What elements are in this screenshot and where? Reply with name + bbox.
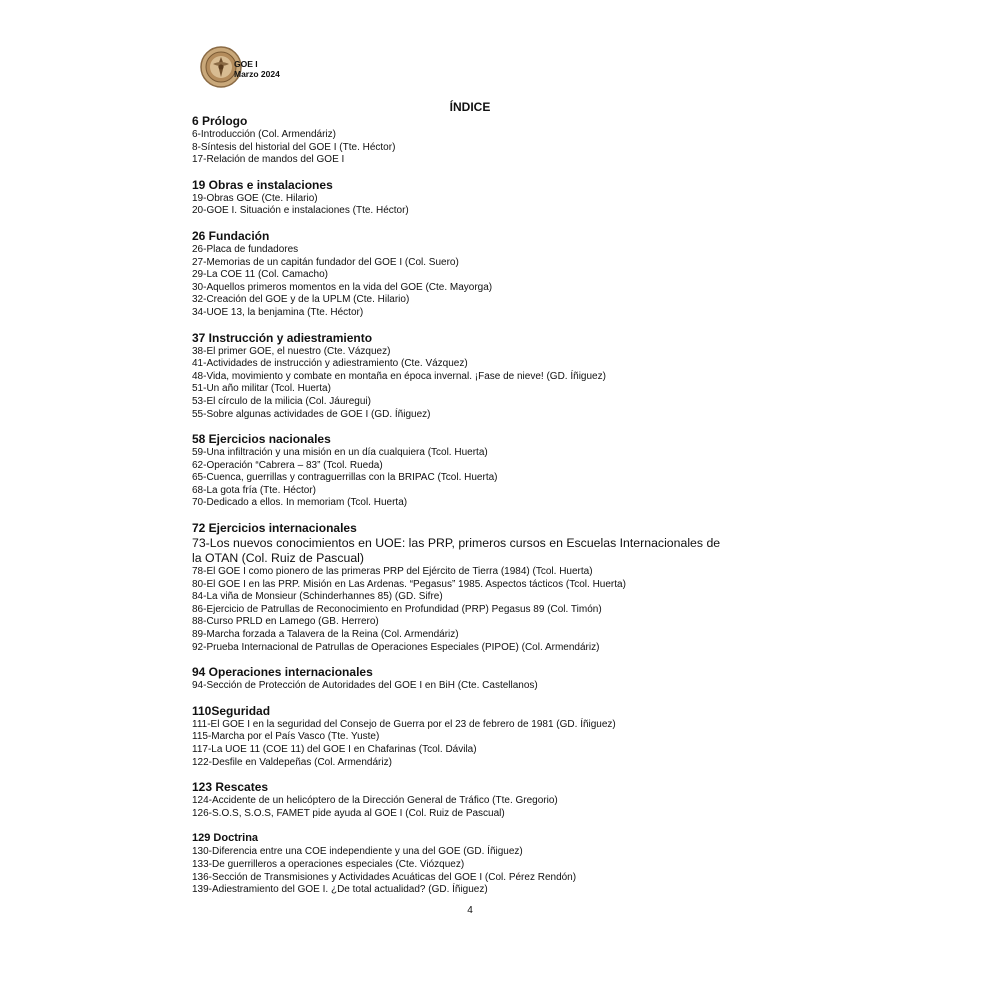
- section-instruccion: [192, 331, 752, 422]
- index-entry: 88-Curso PRLD en Lamego (GB. Herrero): [192, 616, 379, 628]
- section-fundacion: [192, 229, 752, 320]
- index-entry: 92-Prueba Internacional de Patrullas de Operaciones Especiales (PIPOE) (Col. Armendáriz): [192, 641, 600, 653]
- section-heading: 6 Prólogo: [192, 114, 248, 128]
- index-entry: 55-Sobre algunas actividades de GOE I (GD. Íñiguez): [192, 408, 431, 420]
- index-entry: 48-Vida, movimiento y combate en montaña en época invernal. ¡Fase de nieve! (GD. Íñiguez): [192, 370, 606, 382]
- section-heading: 94 Operaciones internacionales: [192, 665, 373, 680]
- index-entry: 111-El GOE I en la seguridad del Consejo de Guerra por el 23 de febrero de 1981 (GD. Íñiguez): [192, 718, 616, 730]
- index-entry: 124-Accidente de un helicóptero de la Dirección General de Tráfico (Tte. Gregorio): [192, 795, 558, 807]
- index-entry: 59-Una infiltración y una misión en un día cualquiera (Tcol. Huerta): [192, 447, 488, 459]
- index-entry: 136-Sección de Transmisiones y Actividades Acuáticas del GOE I (Col. Pérez Rendón): [192, 871, 577, 883]
- section-rescates: [192, 780, 752, 820]
- index-entry: 89-Marcha forzada a Talavera de la Reina (Col. Armendáriz): [192, 629, 459, 641]
- index-entry: 51-Un año militar (Tcol. Huerta): [192, 383, 331, 395]
- section-heading: 37 Instrucción y adiestramiento: [192, 330, 373, 345]
- section-doctrina: [192, 831, 752, 896]
- section-heading: 72 Ejercicios internacionales: [192, 521, 357, 536]
- index-entry: 20-GOE I. Situación e instalaciones (Tte. Héctor): [192, 205, 409, 217]
- index-entry: 139-Adiestramiento del GOE I. ¿De total actualidad? (GD. Íñiguez): [192, 884, 488, 896]
- index-entry: 65-Cuenca, guerrillas y contraguerrillas con la BRIPAC (Tcol. Huerta): [192, 472, 498, 484]
- section-ejercicios-internacionales: [192, 521, 752, 654]
- page-number: 4: [467, 905, 473, 916]
- index-entry: 126-S.O.S, S.O.S, FAMET pide ayuda al GOE I (Col. Ruiz de Pascual): [192, 807, 505, 819]
- index-entry: 27-Memorias de un capitán fundador del GOE I (Col. Suero): [192, 256, 459, 268]
- index-entry: 53-El círculo de la milicia (Col. Jáuregui): [192, 395, 371, 407]
- index-entry: 86-Ejercicio de Patrullas de Reconocimiento en Profundidad (PRP) Pegasus 89 (Col. Timón): [192, 603, 602, 615]
- section-heading: 19 Obras e instalaciones: [192, 177, 333, 192]
- section-heading: 123 Rescates: [192, 780, 269, 795]
- section-prologo: [192, 114, 752, 167]
- index-entry: 115-Marcha por el País Vasco (Tte. Yuste): [192, 731, 380, 743]
- index-entry: 29-La COE 11 (Col. Camacho): [192, 269, 328, 281]
- index-entry: 17-Relación de mandos del GOE I: [192, 154, 345, 166]
- index-entry: 78-El GOE I como pionero de las primeras PRP del Ejército de Tierra (1984) (Tcol. Huerta): [192, 566, 593, 578]
- index-entry: 84-La viña de Monsieur (Schinderhannes 85) (GD. Sifre): [192, 591, 443, 603]
- header-date: Marzo 2024: [234, 69, 280, 79]
- index-entry: 117-La UOE 11 (COE 11) del GOE I en Chafarinas (Tcol. Dávila): [192, 744, 477, 755]
- index-entry: 41-Actividades de instrucción y adiestramiento (Cte. Vázquez): [192, 358, 468, 370]
- section-heading: 26 Fundación: [192, 228, 270, 243]
- section-heading: 110Seguridad: [192, 703, 271, 718]
- index-entry: 34-UOE 13, la benjamina (Tte. Héctor): [192, 306, 364, 318]
- index-entry: 6-Introducción (Col. Armendáriz): [192, 129, 336, 140]
- index-entry: 8-Síntesis del historial del GOE I (Tte. Héctor): [192, 141, 396, 153]
- section-heading: 58 Ejercicios nacionales: [192, 432, 331, 447]
- section-obras: [192, 178, 752, 218]
- header-text: [234, 59, 280, 79]
- index-entry: 122-Desfile en Valdepeñas (Col. Armendáriz): [192, 756, 392, 768]
- section-seguridad: [192, 704, 752, 769]
- index-entry: 19-Obras GOE (Cte. Hilario): [192, 192, 318, 204]
- index-entry: 130-Diferencia entre una COE independiente y una del GOE (GD. Íñiguez): [192, 846, 523, 858]
- index-entry-lead: 73-Los nuevos conocimientos en UOE: las PRP, primeros cursos en Escuelas Internacionales de la OTAN (Col. Ruiz de Pascual): [192, 536, 721, 566]
- index-entry: 68-La gota fría (Tte. Héctor): [192, 484, 316, 496]
- header-unit: GOE I: [234, 59, 258, 69]
- page-header: [200, 46, 288, 88]
- index-title: ÍNDICE: [449, 100, 491, 114]
- section-operaciones-internacionales: [192, 665, 752, 693]
- index-content: [192, 114, 752, 908]
- index-entry: 94-Sección de Protección de Autoridades del GOE I en BiH (Cte. Castellanos): [192, 680, 538, 692]
- index-entry: 62-Operación “Cabrera – 83” (Tcol. Rueda): [192, 459, 383, 471]
- index-entry: 133-De guerrilleros a operaciones especiales (Cte. Viózquez): [192, 858, 465, 870]
- section-heading: 129 Doctrina: [192, 832, 259, 845]
- index-entry: 26-Placa de fundadores: [192, 243, 299, 255]
- index-entry: 38-El primer GOE, el nuestro (Cte. Vázquez): [192, 345, 391, 357]
- index-entry: 70-Dedicado a ellos. In memoriam (Tcol. Huerta): [192, 497, 408, 509]
- index-entry: 32-Creación del GOE y de la UPLM (Cte. Hilario): [192, 294, 410, 306]
- index-entry: 80-El GOE I en las PRP. Misión en Las Ardenas. “Pegasus” 1985. Aspectos tácticos (Tcol. Huerta): [192, 578, 626, 590]
- index-entry: 30-Aquellos primeros momentos en la vida del GOE (Cte. Mayorga): [192, 281, 493, 293]
- section-ejercicios-nacionales: [192, 432, 752, 510]
